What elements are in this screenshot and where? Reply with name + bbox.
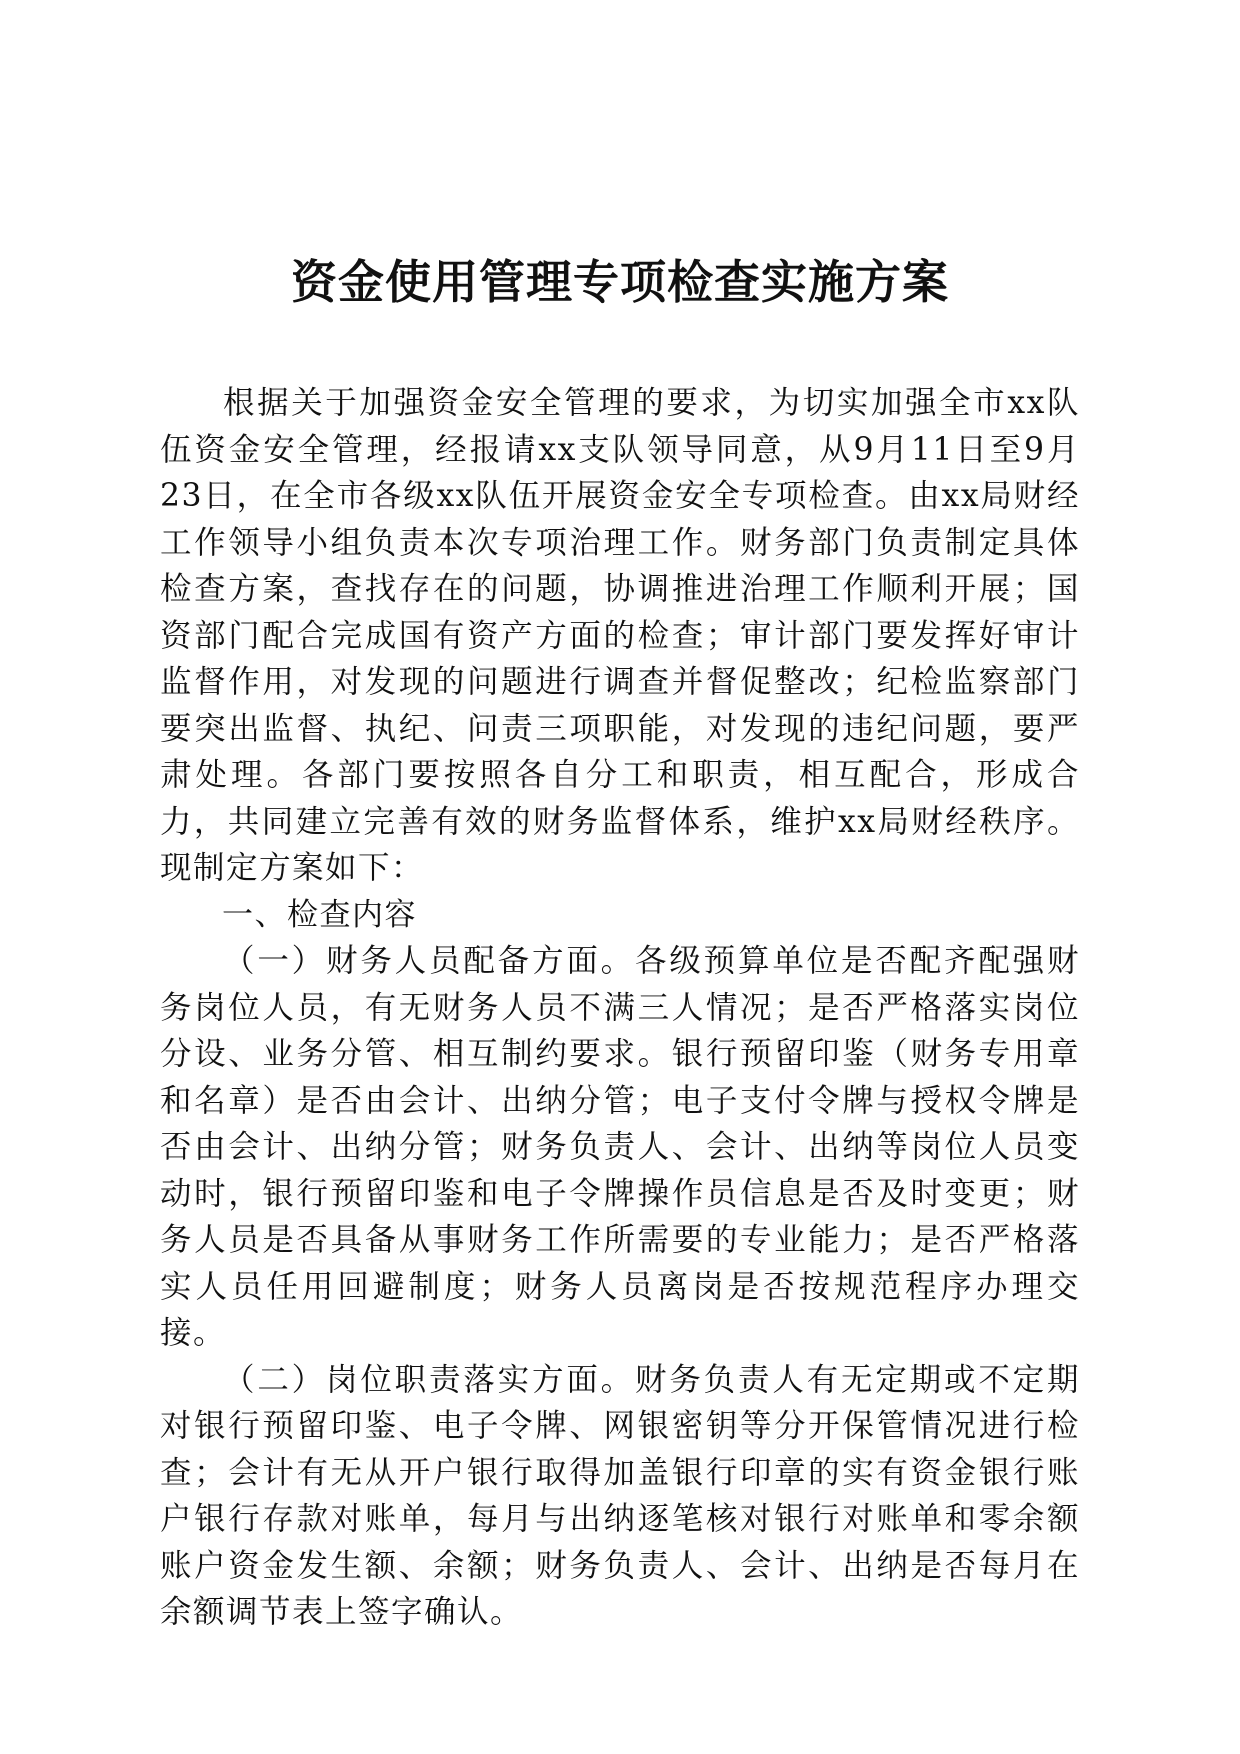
document-page <box>160 0 1080 1754</box>
document-body <box>160 380 1080 1636</box>
section-heading-inspection-content: 一、检查内容 <box>222 896 417 933</box>
document-title: 资金使用管理专项检查实施方案 <box>291 255 949 309</box>
intro-paragraph: 根据关于加强资金安全管理的要求，为切实加强全市xx队伍资金安全管理，经报请xx支队领导同意，从9月11日至9月23日，在全市各级xx队伍开展资金安全专项检查。由xx局财经工作领导小组负责本次专项治理工作。财务部门负责制定具体检查方案，查找存在的问题，协调推进治理工作顺利开展；国资部门配合完成国有资产方面的检查；审计部门要发挥好审计监督作用，对发现的问题进行调查并督促整改；纪检监察部门要突出监督、执纪、问责三项职能，对发现的违纪问题，要严肃处理。各部门要按照各自分工和职责，相互配合，形成合力，共同建立完善有效的财务监督体系，维护xx局财经秩序。现制定方案如下： <box>160 385 1080 886</box>
paragraph-staffing: （一）财务人员配备方面。各级预算单位是否配齐配强财务岗位人员，有无财务人员不满三人情况；是否严格落实岗位分设、业务分管、相互制约要求。银行预留印鉴（财务专用章和名章）是否由会计、出纳分管；电子支付令牌与授权令牌是否由会计、出纳分管；财务负责人、会计、出纳等岗位人员变动时，银行预留印鉴和电子令牌操作员信息是否及时变更；财务人员是否具备从事财务工作所需要的专业能力；是否严格落实人员任用回避制度；财务人员离岗是否按规范程序办理交接。 <box>160 943 1080 1351</box>
paragraph-responsibilities: （二）岗位职责落实方面。财务负责人有无定期或不定期对银行预留印鉴、电子令牌、网银密钥等分开保管情况进行检查；会计有无从开户银行取得加盖银行印章的实有资金银行账户银行存款对账单，每月与出纳逐笔核对银行对账单和零余额账户资金发生额、余额；财务负责人、会计、出纳是否每月在余额调节表上签字确认。 <box>160 1361 1080 1630</box>
